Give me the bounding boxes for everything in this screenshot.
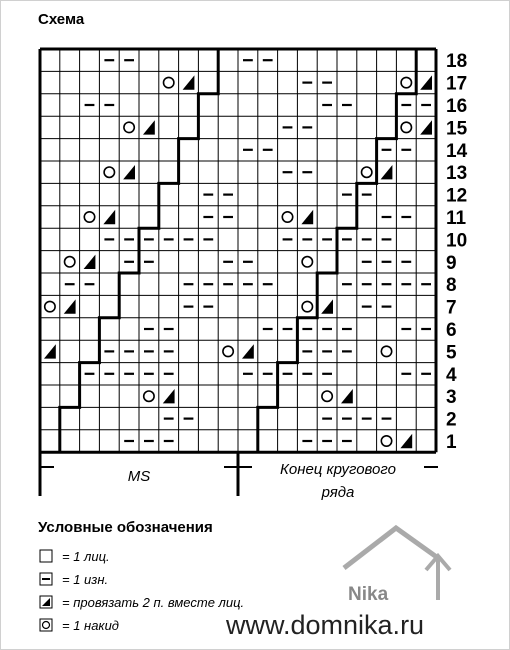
section-label-ms: MS bbox=[127, 468, 151, 485]
row-number: 18 bbox=[446, 51, 468, 73]
chart-gridlines bbox=[40, 49, 436, 452]
house-roof-icon bbox=[344, 528, 438, 568]
row-number: 5 bbox=[446, 342, 457, 364]
row-number: 9 bbox=[446, 252, 457, 274]
row-number: 10 bbox=[446, 230, 468, 252]
legend-item-text: = 1 лиц. bbox=[62, 549, 110, 564]
row-number: 8 bbox=[446, 275, 457, 297]
section-label-round-end-line2: ряда bbox=[321, 484, 355, 501]
row-number: 16 bbox=[446, 96, 468, 117]
watermark-site: www.domnika.ru bbox=[226, 610, 425, 640]
watermark-brand: Nika bbox=[348, 584, 389, 605]
row-number: 11 bbox=[446, 208, 467, 229]
row-number: 14 bbox=[446, 140, 468, 162]
row-number: 4 bbox=[446, 364, 457, 386]
row-number: 6 bbox=[446, 320, 457, 341]
section-label-round-end-line1: Конец кругового bbox=[280, 461, 396, 478]
legend-item-text: = 1 изн. bbox=[62, 572, 109, 587]
chart-title: Схема bbox=[38, 11, 85, 28]
row-number: 15 bbox=[446, 118, 468, 140]
legend bbox=[40, 549, 244, 633]
row-numbers bbox=[446, 51, 468, 453]
legend-item-text: = провязать 2 п. вместе лиц. bbox=[62, 595, 245, 610]
arrow-up-icon bbox=[426, 556, 450, 600]
legend-title: Условные обозначения bbox=[38, 519, 213, 536]
watermark-logo bbox=[344, 528, 450, 605]
legend-swatch bbox=[40, 550, 52, 562]
row-number: 17 bbox=[446, 73, 468, 95]
row-number: 13 bbox=[446, 163, 468, 185]
legend-swatch bbox=[40, 619, 52, 631]
row-number: 1 bbox=[446, 432, 457, 453]
row-number: 3 bbox=[446, 387, 457, 409]
row-number: 2 bbox=[446, 409, 457, 431]
row-number: 7 bbox=[446, 297, 457, 319]
row-number: 12 bbox=[446, 185, 468, 207]
legend-item-text: = 1 накид bbox=[62, 618, 119, 633]
